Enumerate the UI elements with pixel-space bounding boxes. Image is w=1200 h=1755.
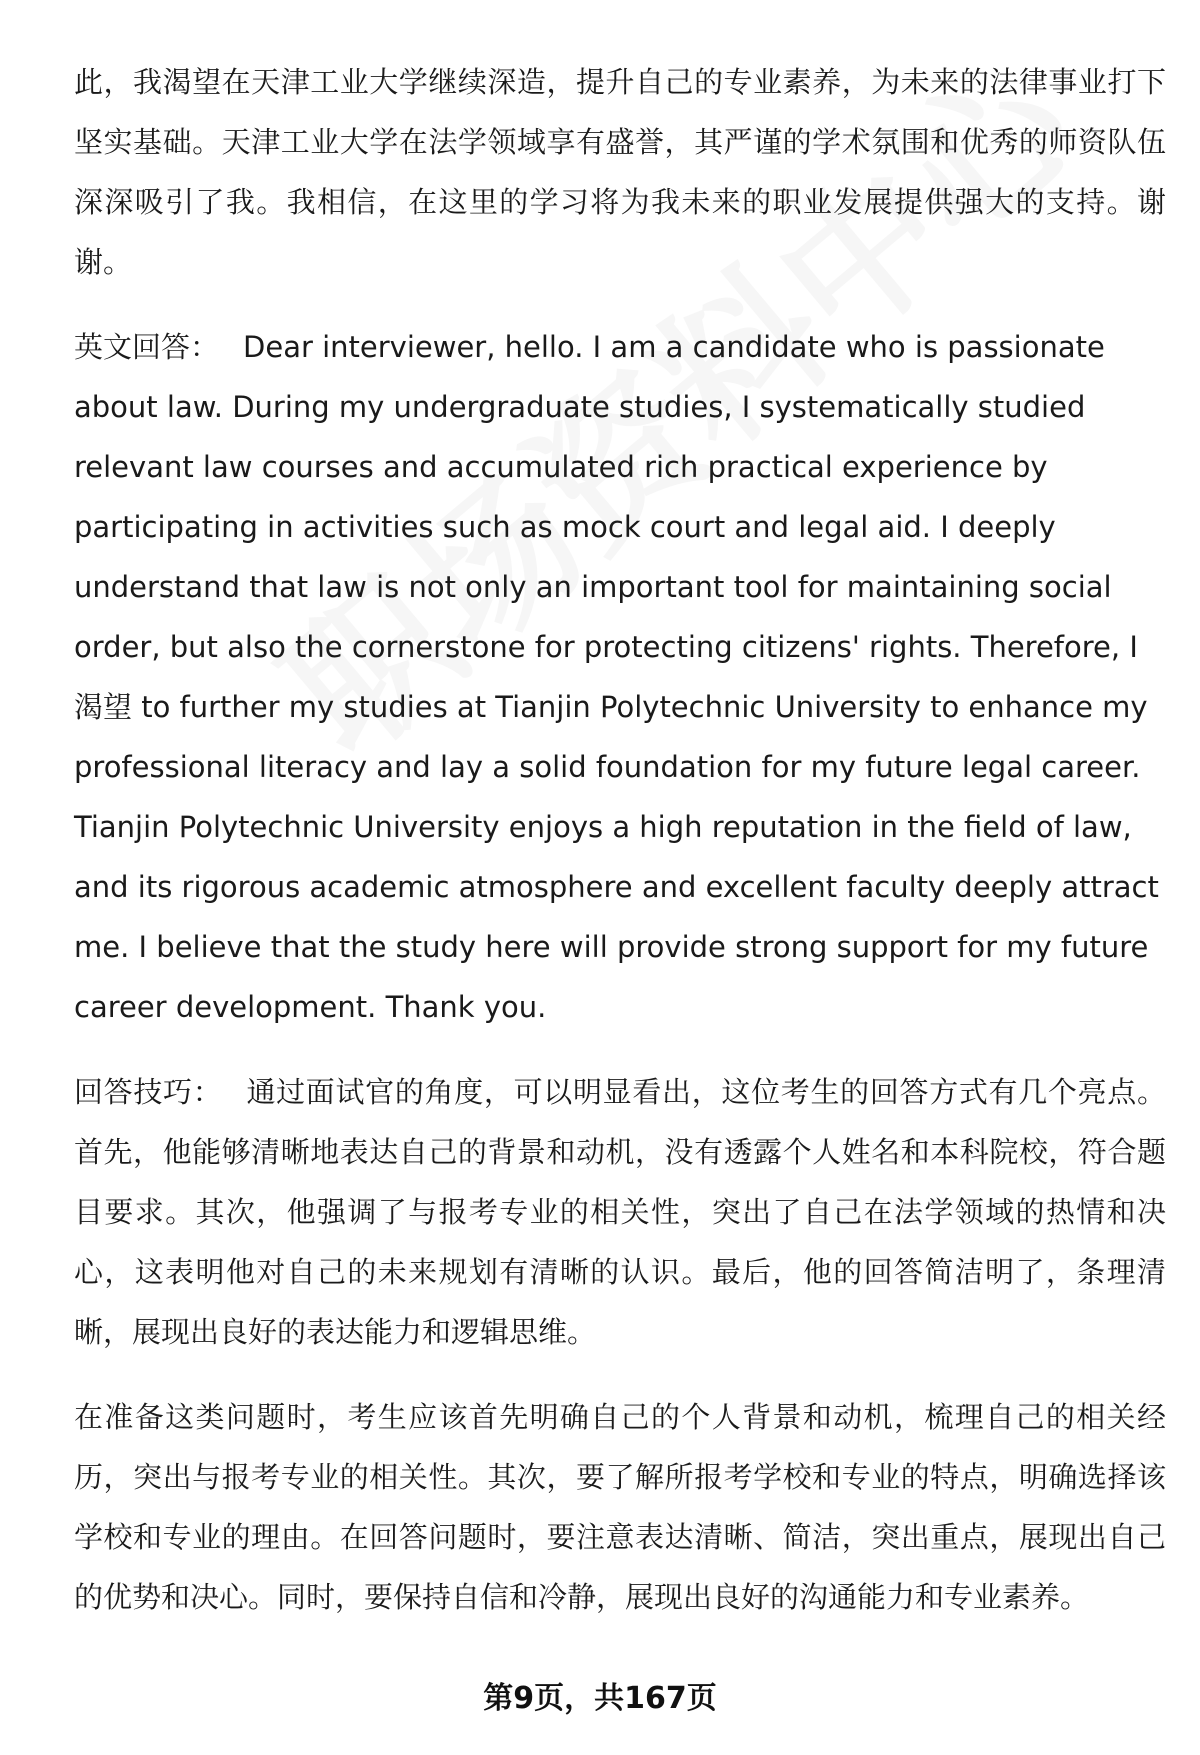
paragraph-label: 回答技巧： xyxy=(74,1075,223,1109)
paragraph-preparation-advice xyxy=(74,1387,1166,1627)
paragraph-english-answer xyxy=(74,317,1166,1037)
paragraph-text: Dear interviewer, hello. I am a candidate who is passionate about law. During my undergraduate studies, I systematically studied relevant law courses and accumulated rich practical experience by participating in activities such as mock court and legal aid. I deeply understand that law is not only an important tool for maintaining social order, but also the cornerstone for protecting citizens' rights. Therefore, I渴望 to further my studies at Tianjin Polytechnic University to enhance my professional literacy and lay a solid foundation for my future legal career. Tianjin Polytechnic University enjoys a high reputation in the field of law, and its rigorous academic atmosphere and excellent faculty deeply attract me. I believe that the study here will provide strong support for my future career development. Thank you. xyxy=(74,330,1159,1024)
document-body xyxy=(74,52,1166,1652)
page-number: 第9页，共167页 xyxy=(483,1681,717,1716)
paragraph-text: 此，我渴望在天津工业大学继续深造，提升自己的专业素养，为未来的法律事业打下坚实基础。天津工业大学在法学领域享有盛誉，其严谨的学术氛围和优秀的师资队伍深深吸引了我。我相信，在这里的学习将为我未来的职业发展提供强大的支持。谢谢。 xyxy=(74,65,1166,279)
paragraph-text: 在准备这类问题时，考生应该首先明确自己的个人背景和动机，梳理自己的相关经历，突出与报考专业的相关性。其次，要了解所报考学校和专业的特点，明确选择该学校和专业的理由。在回答问题时，要注意表达清晰、简洁，突出重点，展现出自己的优势和决心。同时，要保持自信和冷静，展现出良好的沟通能力和专业素养。 xyxy=(74,1400,1166,1614)
paragraph-label: 英文回答： xyxy=(74,330,220,364)
paragraph-answer-tips xyxy=(74,1062,1166,1362)
paragraph-chinese-answer-end xyxy=(74,52,1166,292)
paragraph-text: 通过面试官的角度，可以明显看出，这位考生的回答方式有几个亮点。首先，他能够清晰地表达自己的背景和动机，没有透露个人姓名和本科院校，符合题目要求。其次，他强调了与报考专业的相关性，突出了自己在法学领域的热情和决心，这表明他对自己的未来规划有清晰的认识。最后，他的回答简洁明了，条理清晰，展现出良好的表达能力和逻辑思维。 xyxy=(74,1075,1166,1349)
